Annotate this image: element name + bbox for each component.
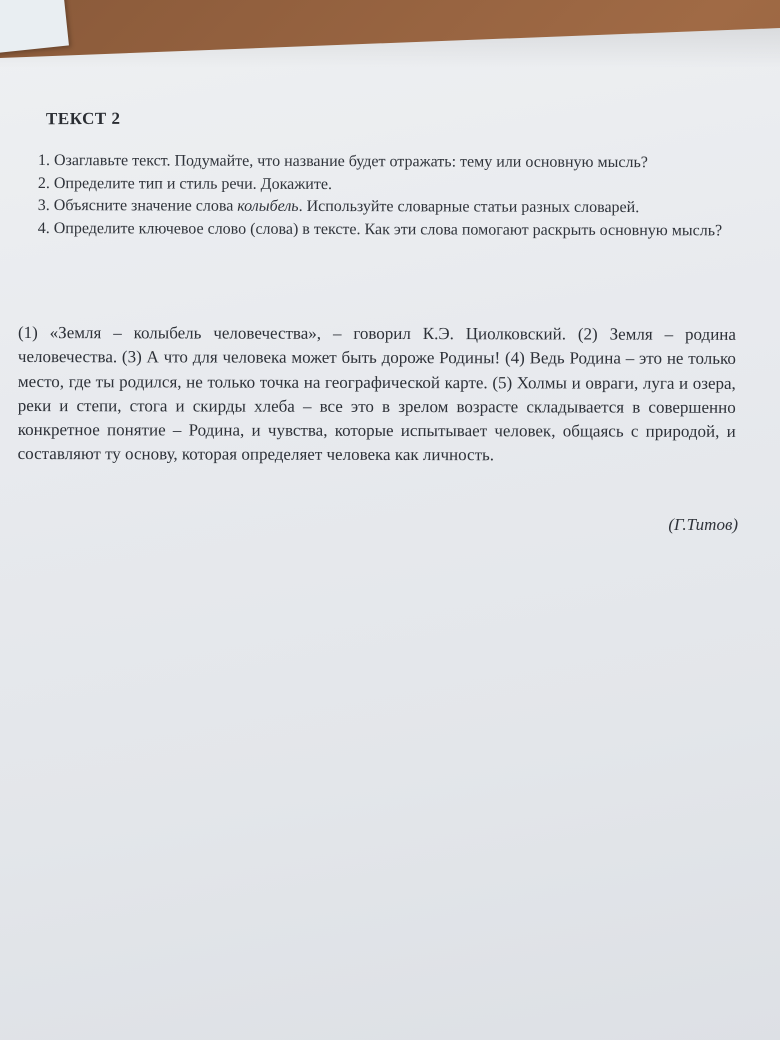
- task-3-end: . Используйте словарные статьи разных словарей.: [298, 197, 640, 217]
- document-heading: ТЕКСТ 2: [45, 108, 121, 129]
- task-3: [38, 195, 728, 220]
- task-3-keyword: колыбель: [237, 197, 299, 215]
- author-signature: (Г.Титов): [668, 515, 738, 534]
- task-list: [38, 150, 728, 242]
- passage-text: [18, 321, 736, 469]
- task-3-start: 3. Объясните значение слова: [37, 196, 238, 215]
- task-1: 1. Озаглавьте текст. Подумайте, что название будет отражать: тему или основную мысль?: [37, 151, 648, 172]
- task-2: 2. Определите тип и стиль речи. Докажите.: [37, 174, 332, 193]
- task-4: 4. Определите ключевое слово (слова) в тексте. Как эти слова помогают раскрыть основную мысль?: [37, 219, 723, 239]
- passage-paragraph: (1) «Земля – колыбель человечества», – говорил К.Э. Циолковский. (2) Земля – родина человечества. (3) А что для человека может быть дороже Родины! (4) Ведь Родина – это не только место, где ты родился, не только точка на географической карте. (5) Холмы и овраги, луга и озера, реки и степи, стога и скирды хлеба – все это в зрелом возрасте складывается в совершенно конкретное понятие – Родина, и чувства, которые испытывает человек, общаясь с природой, и составляют ту основу, которая определяет человека как личность.: [17, 323, 736, 465]
